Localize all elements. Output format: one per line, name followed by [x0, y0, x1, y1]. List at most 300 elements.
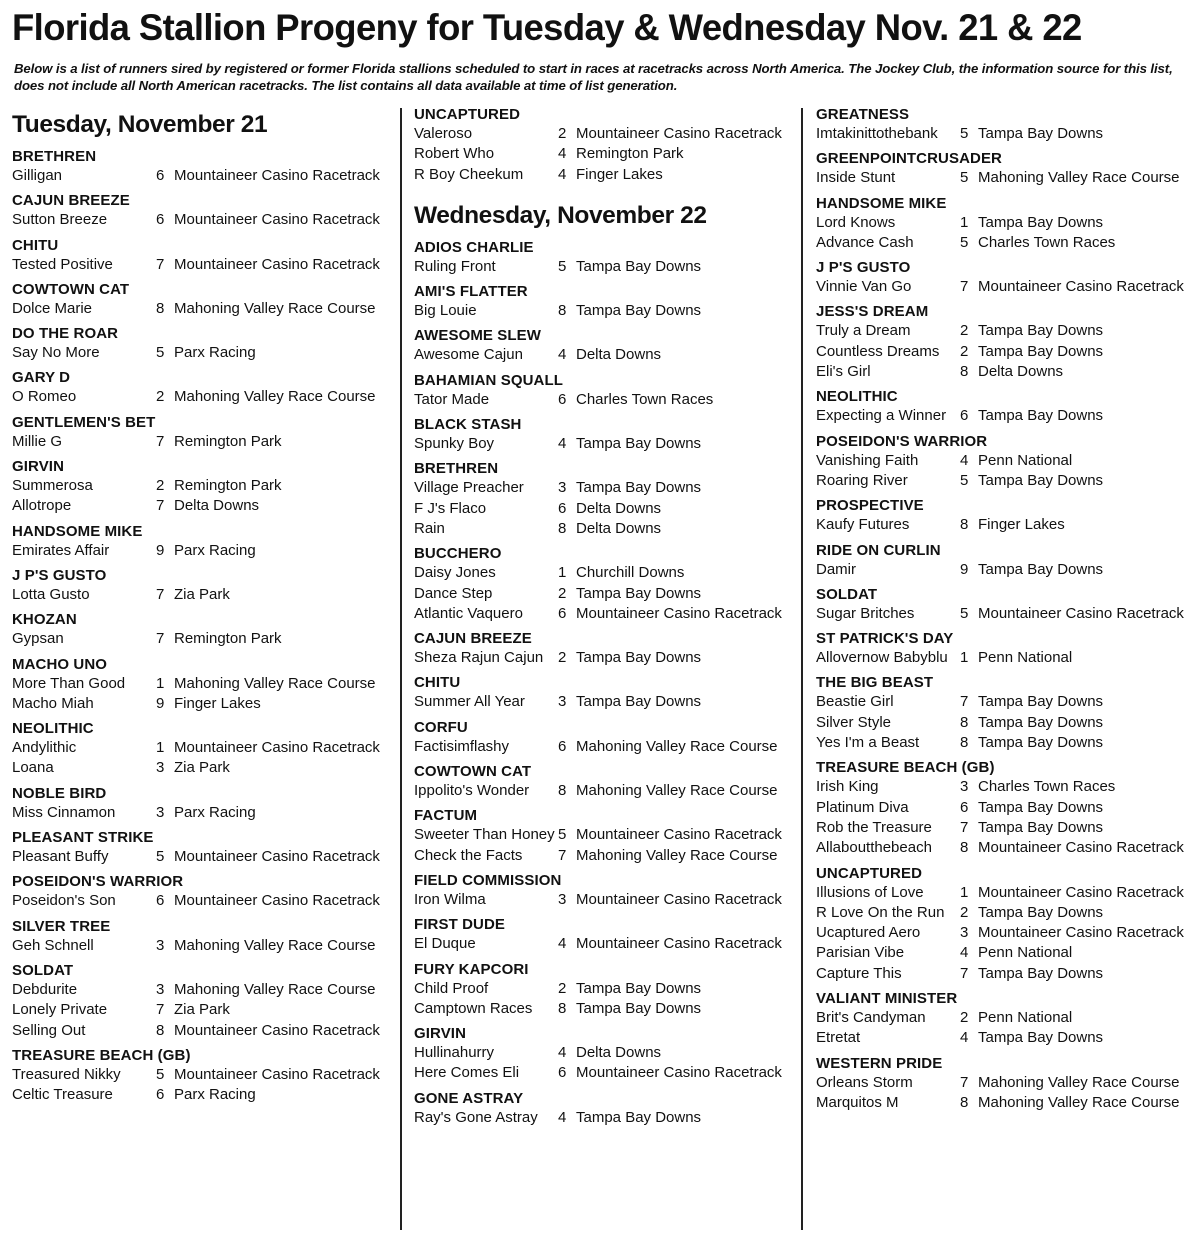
runner-track: Mountaineer Casino Racetrack: [576, 1064, 782, 1082]
runner-track: Tampa Bay Downs: [978, 903, 1104, 921]
runner-row: [12, 1065, 392, 1085]
runner-race-number: 2: [156, 477, 165, 495]
runner-race-number: 4: [558, 1044, 567, 1062]
sire-name: GONE ASTRAY: [414, 1089, 524, 1107]
runner-track: Delta Downs: [174, 497, 260, 515]
sire-name: FURY KAPCORI: [414, 960, 529, 978]
runner-track: Tampa Bay Downs: [978, 407, 1104, 425]
runner-track: Tampa Bay Downs: [978, 798, 1104, 816]
runner-race-number: 3: [156, 803, 165, 821]
sire-name: MACHO UNO: [12, 655, 108, 673]
runner-race-number: 4: [558, 935, 567, 953]
runner-row: [12, 936, 392, 956]
runner-row: [816, 838, 1196, 858]
sire-name: DO THE ROAR: [12, 325, 119, 343]
sire-group: [12, 237, 392, 275]
sire-group: [414, 460, 794, 539]
runner-horse: Expecting a Winner: [816, 407, 947, 425]
runner-horse: Valeroso: [414, 125, 473, 142]
runner-track: Mountaineer Casino Racetrack: [174, 255, 380, 273]
runner-horse: Check the Facts: [414, 846, 523, 864]
runner-track: Tampa Bay Downs: [978, 213, 1104, 231]
runner-horse: Summer All Year: [414, 693, 525, 711]
runner-race-number: 8: [558, 519, 567, 537]
sire-group: [414, 807, 794, 866]
runner-race-number: 6: [156, 211, 165, 229]
runner-race-number: 7: [156, 630, 165, 648]
runner-horse: Daisy Jones: [414, 564, 496, 582]
runner-horse: Rob the Treasure: [816, 818, 932, 836]
runner-race-number: 7: [960, 818, 969, 836]
sire-name: POSEIDON'S WARRIOR: [816, 432, 988, 450]
runner-track: Tampa Bay Downs: [978, 322, 1104, 340]
runner-race-number: 2: [960, 903, 969, 921]
runner-track: Penn National: [978, 649, 1073, 667]
sire-group: [816, 497, 1196, 535]
runner-race-number: 3: [558, 693, 567, 711]
sire-name: CAJUN BREEZE: [12, 192, 130, 210]
sire-group: [12, 962, 392, 1041]
day-heading: Wednesday, November 22: [414, 201, 707, 229]
runner-row: [414, 499, 794, 519]
runner-track: Mountaineer Casino Racetrack: [174, 1065, 380, 1083]
sire-name: BUCCHERO: [414, 545, 502, 563]
sire-name: PROSPECTIVE: [816, 497, 924, 515]
runner-horse: Lonely Private: [12, 1001, 108, 1019]
runner-row: [816, 362, 1196, 382]
runner-horse: Tator Made: [414, 390, 490, 408]
sire-group: [12, 918, 392, 956]
runner-race-number: 5: [156, 1065, 165, 1083]
runner-horse: More Than Good: [12, 674, 126, 692]
runner-row: [12, 432, 392, 452]
sire-group: [816, 195, 1196, 254]
sire-name: COWTOWN CAT: [12, 280, 130, 298]
sire-group: [816, 865, 1196, 984]
sire-name: FIRST DUDE: [414, 916, 505, 934]
sire-group: [12, 785, 392, 823]
runner-race-number: 2: [558, 979, 567, 997]
sire-group: [414, 1025, 794, 1084]
runner-horse: Brit's Candyman: [816, 1009, 926, 1027]
runner-row: [414, 648, 794, 668]
runner-row: [414, 257, 794, 277]
runner-track: Mountaineer Casino Racetrack: [576, 890, 782, 908]
runner-race-number: 5: [960, 169, 969, 187]
runner-track: Mahoning Valley Race Course: [978, 1073, 1180, 1091]
runner-row: [414, 999, 794, 1019]
runner-row: [816, 168, 1196, 188]
page-title: Florida Stallion Progeny for Tuesday & Wednesday Nov. 21 & 22: [12, 7, 1082, 48]
runner-horse: Pleasant Buffy: [12, 848, 109, 866]
sire-name: HANDSOME MIKE: [816, 194, 947, 212]
runner-row: [12, 674, 392, 694]
sire-name: CAJUN BREEZE: [414, 630, 532, 648]
sire-name: GENTLEMEN'S BET: [12, 413, 156, 431]
runner-horse: Damir: [816, 560, 856, 578]
runner-race-number: 9: [156, 541, 165, 559]
runner-row: [414, 846, 794, 866]
sire-name: AWESOME SLEW: [414, 327, 542, 345]
sire-name: BRETHREN: [12, 148, 97, 165]
sire-name: NEOLITHIC: [12, 720, 94, 738]
runner-race-number: 3: [558, 890, 567, 908]
runner-race-number: 7: [960, 964, 969, 982]
runner-row: [414, 563, 794, 583]
sire-name: J P'S GUSTO: [12, 566, 107, 584]
runner-horse: Marquitos M: [816, 1093, 899, 1111]
runner-race-number: 7: [960, 278, 969, 296]
sire-group: [12, 192, 392, 230]
runner-race-number: 6: [558, 499, 567, 517]
runner-row: [414, 1063, 794, 1083]
runner-race-number: 3: [960, 924, 969, 942]
runner-row: [816, 1028, 1196, 1048]
runner-horse: O Romeo: [12, 388, 77, 406]
runner-track: Remington Park: [174, 432, 282, 450]
runner-horse: Child Proof: [414, 979, 489, 997]
runner-row: [12, 1021, 392, 1041]
runner-row: [816, 451, 1196, 471]
runner-track: Tampa Bay Downs: [576, 999, 702, 1017]
sire-group: [414, 916, 794, 954]
runner-race-number: 7: [156, 432, 165, 450]
runner-row: [12, 1000, 392, 1020]
runner-row: [816, 321, 1196, 341]
runner-track: Mountaineer Casino Racetrack: [978, 883, 1184, 901]
runner-race-number: 5: [960, 471, 969, 489]
runner-row: [414, 165, 794, 185]
sire-group: [816, 542, 1196, 580]
runner-track: Charles Town Races: [978, 778, 1116, 796]
sire-group: [12, 148, 392, 186]
runner-track: Mountaineer Casino Racetrack: [978, 839, 1184, 857]
runner-horse: Truly a Dream: [816, 322, 911, 340]
runner-horse: Camptown Races: [414, 999, 533, 1017]
runner-horse: Lotta Gusto: [12, 585, 90, 603]
sire-group: [816, 303, 1196, 382]
runner-horse: Allovernow Babyblu: [816, 649, 948, 667]
runner-track: Mahoning Valley Race Course: [576, 782, 778, 800]
runner-track: Delta Downs: [576, 346, 662, 364]
runner-row: [414, 301, 794, 321]
sire-group: [414, 961, 794, 1020]
runner-horse: F J's Flaco: [414, 499, 487, 517]
runner-horse: Imtakinittothebank: [816, 125, 938, 142]
runner-horse: Illusions of Love: [816, 883, 924, 901]
runner-row: [816, 1008, 1196, 1028]
runner-track: Mountaineer Casino Racetrack: [978, 924, 1184, 942]
runner-row: [414, 519, 794, 539]
runner-track: Mountaineer Casino Racetrack: [174, 1021, 380, 1039]
sire-name: VALIANT MINISTER: [816, 990, 958, 1008]
runner-race-number: 3: [156, 936, 165, 954]
runner-race-number: 4: [558, 346, 567, 364]
sire-name: TREASURE BEACH (GB): [12, 1046, 191, 1064]
runner-horse: Tested Positive: [12, 255, 113, 273]
runner-row: [816, 648, 1196, 668]
runner-race-number: 6: [156, 892, 165, 910]
sire-group: [414, 1090, 794, 1128]
runner-race-number: 7: [156, 255, 165, 273]
runner-row: [414, 737, 794, 757]
runner-race-number: 8: [960, 839, 969, 857]
runner-horse: Etretat: [816, 1029, 861, 1047]
runner-row: [816, 342, 1196, 362]
sire-group: [12, 611, 392, 649]
listing-column-2: [414, 106, 794, 1244]
runner-track: Parx Racing: [174, 803, 256, 821]
runner-row: [816, 692, 1196, 712]
runner-horse: Andylithic: [12, 739, 77, 757]
runner-row: [12, 166, 392, 186]
runner-row: [816, 883, 1196, 903]
sire-name: SOLDAT: [816, 585, 878, 603]
runner-track: Delta Downs: [978, 363, 1064, 381]
runner-race-number: 6: [960, 407, 969, 425]
runner-race-number: 6: [558, 737, 567, 755]
runner-track: Tampa Bay Downs: [978, 734, 1104, 752]
runner-track: Remington Park: [174, 477, 282, 495]
runner-horse: Kaufy Futures: [816, 516, 910, 534]
runner-horse: Ruling Front: [414, 257, 496, 275]
runner-horse: Iron Wilma: [414, 890, 486, 908]
runner-race-number: 4: [558, 165, 567, 183]
sire-name: TREASURE BEACH (GB): [816, 759, 995, 777]
sire-group: [414, 545, 794, 624]
sire-group: [12, 720, 392, 779]
sire-name: GIRVIN: [12, 458, 65, 476]
runner-row: [12, 541, 392, 561]
sire-group: [816, 433, 1196, 492]
runner-row: [12, 629, 392, 649]
runner-row: [12, 1085, 392, 1105]
sire-group: [816, 759, 1196, 858]
runner-race-number: 7: [960, 1073, 969, 1091]
runner-horse: Big Louie: [414, 302, 477, 320]
runner-row: [12, 803, 392, 823]
runner-track: Mountaineer Casino Racetrack: [576, 826, 782, 844]
runner-horse: Silver Style: [816, 713, 892, 731]
runner-track: Tampa Bay Downs: [978, 560, 1104, 578]
runner-track: Delta Downs: [576, 499, 662, 517]
runner-race-number: 7: [558, 846, 567, 864]
runner-row: [12, 738, 392, 758]
runner-row: [12, 891, 392, 911]
runner-row: [414, 692, 794, 712]
sire-name: ST PATRICK'S DAY: [816, 630, 954, 648]
sire-group: [12, 414, 392, 452]
sire-name: UNCAPTURED: [816, 864, 922, 882]
runner-race-number: 4: [960, 1029, 969, 1047]
runner-horse: Selling Out: [12, 1021, 86, 1039]
runner-race-number: 2: [960, 342, 969, 360]
runner-row: [12, 387, 392, 407]
runner-track: Tampa Bay Downs: [576, 584, 702, 602]
sire-group: [12, 325, 392, 363]
sire-group: [12, 873, 392, 911]
runner-race-number: 4: [558, 435, 567, 453]
runner-row: [414, 390, 794, 410]
runner-race-number: 1: [960, 649, 969, 667]
sire-name: AMI'S FLATTER: [414, 283, 528, 301]
runner-race-number: 8: [960, 1093, 969, 1111]
runner-race-number: 8: [156, 299, 165, 317]
runner-horse: R Boy Cheekum: [414, 165, 524, 183]
sire-group: [414, 630, 794, 668]
runner-row: [12, 585, 392, 605]
runner-row: [414, 890, 794, 910]
runner-horse: Macho Miah: [12, 694, 94, 712]
runner-row: [816, 1093, 1196, 1113]
runner-row: [414, 124, 794, 144]
runner-race-number: 6: [558, 604, 567, 622]
runner-track: Churchill Downs: [576, 564, 685, 582]
runner-race-number: 1: [156, 739, 165, 757]
sire-group: [414, 416, 794, 454]
runner-row: [414, 979, 794, 999]
runner-horse: Capture This: [816, 964, 902, 982]
runner-row: [414, 934, 794, 954]
runner-row: [12, 255, 392, 275]
runner-horse: Orleans Storm: [816, 1073, 913, 1091]
sire-group: [816, 630, 1196, 668]
runner-race-number: 2: [558, 125, 567, 142]
runner-horse: Poseidon's Son: [12, 892, 116, 910]
runner-row: [816, 923, 1196, 943]
sire-group: [12, 369, 392, 407]
sire-group: [414, 674, 794, 712]
runner-track: Charles Town Races: [978, 233, 1116, 251]
sire-name: WESTERN PRIDE: [816, 1054, 943, 1072]
runner-track: Mahoning Valley Race Course: [978, 169, 1180, 187]
runner-track: Parx Racing: [174, 344, 256, 362]
runner-track: Tampa Bay Downs: [978, 342, 1104, 360]
runner-race-number: 6: [960, 798, 969, 816]
runner-horse: Dolce Marie: [12, 299, 93, 317]
runner-track: Penn National: [978, 944, 1073, 962]
runner-track: Tampa Bay Downs: [978, 964, 1104, 982]
runner-horse: Ippolito's Wonder: [414, 782, 530, 800]
runner-race-number: 5: [156, 848, 165, 866]
runner-horse: Hullinahurry: [414, 1044, 495, 1062]
runner-track: Delta Downs: [576, 1044, 662, 1062]
runner-race-number: 1: [960, 883, 969, 901]
runner-horse: Inside Stunt: [816, 169, 896, 187]
runner-race-number: 5: [156, 344, 165, 362]
column-divider: [801, 108, 803, 1230]
runner-race-number: 3: [558, 479, 567, 497]
runner-horse: Vinnie Van Go: [816, 278, 912, 296]
sire-name: NOBLE BIRD: [12, 784, 107, 802]
runner-row: [816, 943, 1196, 963]
sire-name: JESS'S DREAM: [816, 303, 929, 321]
sire-group: [12, 458, 392, 517]
runner-track: Tampa Bay Downs: [978, 1029, 1104, 1047]
runner-row: [414, 1108, 794, 1128]
runner-track: Mahoning Valley Race Course: [978, 1093, 1180, 1111]
runner-track: Penn National: [978, 1009, 1073, 1027]
sire-group: [816, 259, 1196, 297]
runner-race-number: 2: [960, 1009, 969, 1027]
sire-group: [414, 239, 794, 277]
runner-row: [12, 496, 392, 516]
runner-horse: Here Comes Eli: [414, 1064, 520, 1082]
runner-row: [12, 299, 392, 319]
runner-track: Mahoning Valley Race Course: [576, 737, 778, 755]
runner-horse: Debdurite: [12, 980, 78, 998]
runner-race-number: 8: [960, 516, 969, 534]
sire-group: [414, 106, 794, 185]
runner-track: Mountaineer Casino Racetrack: [978, 278, 1184, 296]
runner-race-number: 7: [156, 1001, 165, 1019]
runner-row: [414, 604, 794, 624]
runner-race-number: 2: [558, 584, 567, 602]
runner-race-number: 8: [156, 1021, 165, 1039]
runner-track: Mountaineer Casino Racetrack: [576, 125, 782, 142]
runner-track: Mountaineer Casino Racetrack: [174, 892, 380, 910]
runner-track: Tampa Bay Downs: [978, 818, 1104, 836]
sire-name: ADIOS CHARLIE: [414, 238, 534, 256]
runner-horse: Loana: [12, 759, 54, 777]
runner-row: [414, 144, 794, 164]
runner-track: Parx Racing: [174, 541, 256, 559]
runner-track: Delta Downs: [576, 519, 662, 537]
runner-horse: Summerosa: [12, 477, 93, 495]
runner-track: Zia Park: [174, 585, 230, 603]
runner-race-number: 8: [558, 782, 567, 800]
runner-row: [816, 964, 1196, 984]
runner-horse: El Duque: [414, 935, 476, 953]
runner-horse: Sutton Breeze: [12, 211, 108, 229]
runner-track: Mountaineer Casino Racetrack: [174, 848, 380, 866]
runner-horse: R Love On the Run: [816, 903, 945, 921]
runner-track: Tampa Bay Downs: [978, 693, 1104, 711]
runner-horse: Say No More: [12, 344, 100, 362]
section-spacer: [414, 185, 794, 197]
runner-track: Tampa Bay Downs: [576, 302, 702, 320]
runner-row: [816, 733, 1196, 753]
listing-column-3: [816, 106, 1196, 1244]
sire-name: J P'S GUSTO: [816, 259, 911, 277]
runner-race-number: 8: [558, 302, 567, 320]
runner-row: [816, 713, 1196, 733]
runner-track: Finger Lakes: [174, 694, 261, 712]
runner-track: Parx Racing: [174, 1086, 256, 1104]
runner-row: [816, 818, 1196, 838]
runner-row: [12, 343, 392, 363]
runner-track: Penn National: [978, 451, 1073, 469]
runner-track: Zia Park: [174, 759, 230, 777]
sire-name: GREENPOINTCRUSADER: [816, 150, 1002, 168]
runner-horse: Dance Step: [414, 584, 493, 602]
runner-race-number: 8: [960, 713, 969, 731]
runner-track: Mahoning Valley Race Course: [576, 846, 778, 864]
sire-name: RIDE ON CURLIN: [816, 541, 941, 559]
runner-track: Tampa Bay Downs: [978, 713, 1104, 731]
runner-race-number: 3: [156, 980, 165, 998]
runner-track: Mahoning Valley Race Course: [174, 936, 376, 954]
runner-horse: Sheza Rajun Cajun: [414, 649, 544, 667]
runner-horse: Sweeter Than Honey: [414, 826, 555, 844]
runner-horse: Eli's Girl: [816, 363, 871, 381]
sire-name: GARY D: [12, 369, 71, 387]
sire-name: BRETHREN: [414, 460, 499, 478]
runner-track: Charles Town Races: [576, 390, 714, 408]
runner-track: Finger Lakes: [978, 516, 1065, 534]
runner-track: Finger Lakes: [576, 165, 663, 183]
runner-horse: Geh Schnell: [12, 936, 94, 954]
